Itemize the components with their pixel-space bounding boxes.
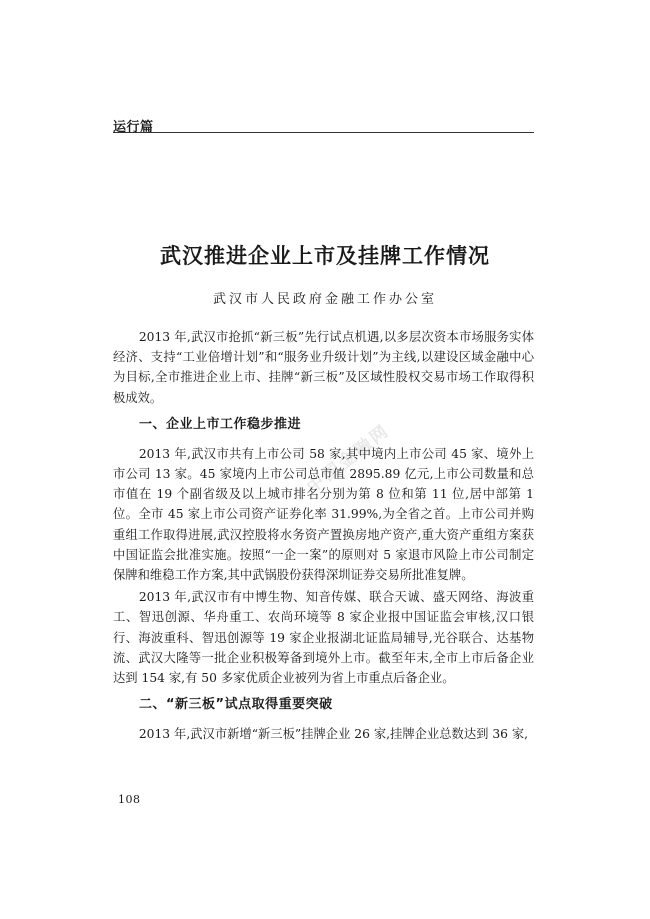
article-body <box>113 327 534 746</box>
section1-paragraph-2: 2013 年,武汉市有中博生物、知音传媒、联合天诚、盛天网络、海波重工、智迅创源、华舟重工、农尚环境等 8 家企业报中国证监会审核,汉口银行、海波重科、智迅创源等 19 家企业报湖北证监局辅导,光谷联合、达基物流、武汉大隆等一批企业积极筹备到境外上市。截至年末,全市上市后备企业达到 154 家,有 50 多家优质企业被列为省上市重点后备企业。 <box>113 590 534 686</box>
article-title: 武汉推进企业上市及挂牌工作情况 <box>160 244 490 268</box>
section2-paragraph-1: 2013 年,武汉市新增“新三板”挂牌企业 26 家,挂牌企业总数达到 36 家, <box>138 727 529 742</box>
page-number: 108 <box>118 793 141 806</box>
article-author: 武汉市人民政府金融工作办公室 <box>212 292 437 307</box>
watermark: 中国金融网 <box>303 420 395 498</box>
section1-paragraph-1: 2013 年,武汉市共有上市公司 58 家,其中境内上市公司 45 家、境外上市公司 13 家。45 家境内上市公司总市值 2895.89 亿元,上市公司数量和总市值在 19 个副省级及以上城市排名分别为第 8 位和第 11 位,居中部第 1 位。全市 45 家上市公司资产证券化率 31.99%,为全省之首。上市公司并购重组工作取得进展,武汉控股将水务资产置换房地产资产,重大资产重组方案获中国证监会批准实施。按照“一企一案”的原则对 5 家退市风险上市公司制定保牌和维稳工作方案,其中武锅股份获得深圳证券交易所批准复牌。 <box>113 446 534 583</box>
section-heading-1: 一、企业上市工作稳步推进 <box>139 416 302 432</box>
running-head: 运行篇 <box>113 120 154 135</box>
intro-paragraph: 2013 年,武汉市抢抓“新三板”先行试点机遇,以多层次资本市场服务实体经济、支持“工业倍增计划”和“服务业升级计划”为主线,以建设区域金融中心为目标,全市推进企业上市、挂牌“新三板”及区域性股权交易市场工作取得积极成效。 <box>113 330 534 405</box>
section-heading-2: 二、“新三板”试点取得重要突破 <box>139 697 333 713</box>
header-rule <box>113 132 534 133</box>
